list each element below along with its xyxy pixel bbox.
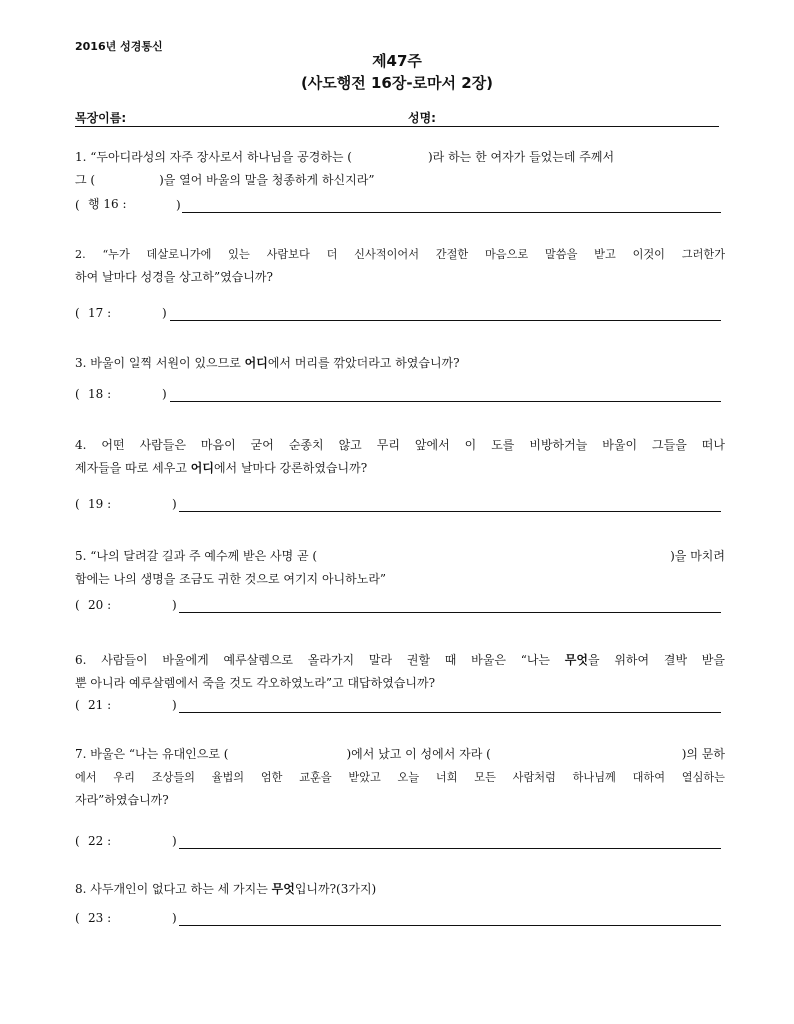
answer-line[interactable]	[179, 511, 721, 512]
answer-row-5: ( 20 : )	[75, 593, 721, 613]
question-text: 6. 사람들이 바울에게 예루살렘으로 올라가지 말라 권할 때 바울은 “나는	[75, 653, 565, 667]
question-text: 제자들을 따로 세우고	[75, 461, 191, 475]
question-3	[75, 352, 725, 375]
answer-row-3: ( 18 : )	[75, 382, 721, 402]
question-6	[75, 649, 725, 695]
verse-ref: 17 :	[88, 306, 112, 320]
question-text: 함에는 나의 생명을 조금도 귀한 것으로 여기지 아니하노라”	[75, 572, 387, 586]
question-text: 에서 우리 조상들의 율법의 엄한 교훈을 받았고 오늘 너희 모든 사람처럼 하나님께 대하여 열심하는	[75, 771, 725, 784]
week-title: 제47주	[372, 52, 422, 70]
question-keyword: 어디	[190, 461, 214, 475]
question-8	[75, 878, 725, 901]
question-text: 7. 바울은 “나는 유대인으로 (	[75, 747, 229, 761]
question-text: 5. “나의 달려갈 길과 주 예수께 받은 사명 곧 (	[75, 549, 318, 563]
question-text: 하여 날마다 성경을 상고하”였습니까?	[75, 270, 273, 284]
answer-line[interactable]	[179, 848, 721, 849]
answer-row-2: ( 17 : )	[75, 301, 721, 321]
answer-line[interactable]	[179, 925, 721, 926]
answer-row-1: ( 행 16 : )	[75, 193, 721, 213]
question-text: )라 하는 한 여자가 들었는데 주께서	[428, 150, 615, 164]
question-text: 에서 머리를 깎았더라고 하였습니까?	[267, 356, 460, 370]
answer-line[interactable]	[179, 612, 721, 613]
question-keyword: 어디	[244, 356, 268, 370]
verse-ref: 20 :	[88, 598, 112, 612]
question-text: 2. “누가 데살로니가에 있는 사람보다 더 신사적이어서 간절한 마음으로 말씀을 받고 이것이 그러한가	[75, 248, 725, 261]
question-text: 4. 어떤 사람들은 마음이 굳어 순종치 않고 무리 앞에서 이 도를 비방하거늘 바울이 그들을 떠나	[75, 438, 725, 452]
name-label: 성명:	[408, 111, 436, 125]
name-row	[75, 109, 719, 127]
question-text: 입니까?(3가지)	[294, 882, 377, 896]
question-text: )을 마치려	[670, 549, 725, 563]
verse-ref: 행 16 :	[88, 197, 127, 211]
answer-row-8: ( 23 : )	[75, 906, 721, 926]
question-text: )을 열어 바울의 말을 청종하게 하신지라”	[159, 173, 375, 187]
verse-ref: 22 :	[88, 834, 112, 848]
question-text: )의 문하	[681, 747, 725, 761]
newsletter-title: 2016년 성경통신	[75, 40, 163, 53]
question-text: 을 위하여 결박 받을	[587, 653, 725, 667]
verse-ref: 23 :	[88, 911, 112, 925]
answer-line[interactable]	[170, 401, 721, 402]
question-text: 뿐 아니라 예루살렘에서 죽을 것도 각오하였노라”고 대답하였습니까?	[75, 676, 436, 690]
question-2	[75, 243, 725, 289]
question-keyword: 무엇	[271, 882, 295, 896]
question-1	[75, 146, 725, 192]
question-5	[75, 545, 725, 591]
question-text: 1. “두아디라성의 자주 장사로서 하나님을 공경하는 (	[75, 150, 352, 164]
question-text: 자라”하였습니까?	[75, 793, 169, 807]
answer-row-6: ( 21 : )	[75, 693, 721, 713]
question-text: 8. 사두개인이 없다고 하는 세 가지는	[75, 882, 272, 896]
question-keyword: 무엇	[564, 653, 588, 667]
mokjang-label: 목장이름:	[75, 111, 127, 125]
verse-ref: 18 :	[88, 387, 112, 401]
question-text: 에서 날마다 강론하였습니까?	[213, 461, 368, 475]
answer-line[interactable]	[170, 320, 721, 321]
answer-line[interactable]	[179, 712, 721, 713]
question-text: )에서 났고 이 성에서 자라 (	[346, 747, 491, 761]
verse-ref: 21 :	[88, 698, 112, 712]
answer-row-7: ( 22 : )	[75, 829, 721, 849]
answer-row-4: ( 19 : )	[75, 492, 721, 512]
question-4	[75, 434, 725, 480]
verse-ref: 19 :	[88, 497, 112, 511]
question-text: 그 (	[75, 173, 96, 187]
question-7	[75, 743, 725, 812]
question-text: 3. 바울이 일찍 서원이 있으므로	[75, 356, 245, 370]
reading-range: (사도행전 16장-로마서 2장)	[300, 74, 494, 92]
answer-line[interactable]	[182, 212, 721, 213]
